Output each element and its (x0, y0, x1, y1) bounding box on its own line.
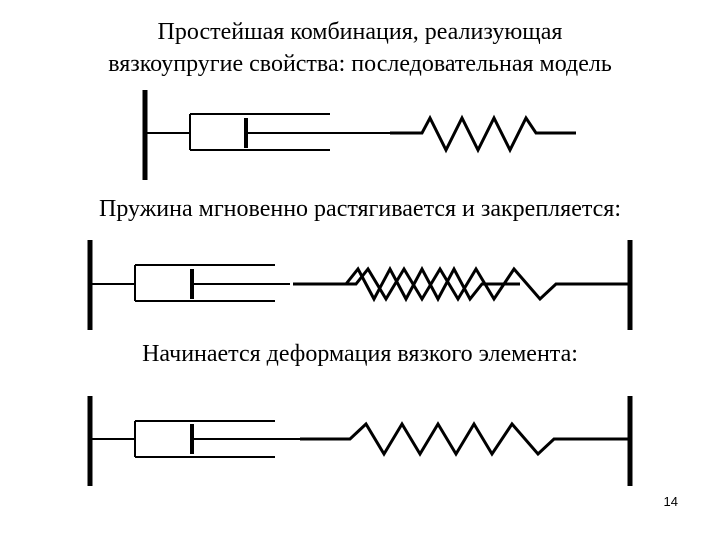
caption-viscous-deform: Начинается деформация вязкого элемента: (142, 341, 578, 367)
dashpot (145, 114, 390, 150)
dashpot (90, 265, 290, 301)
title-line-2: вязкоупругие свойства: последовательная модель (108, 51, 612, 77)
caption-spring-stretch: Пружина мгновенно растягивается и закрепляется: (99, 196, 621, 222)
model-initial-state (145, 90, 576, 180)
spring (390, 118, 576, 150)
spring-stretched (300, 424, 630, 454)
model-spring-stretched (90, 240, 630, 330)
model-dashpot-deforming (90, 396, 630, 486)
page-number: 14 (663, 494, 678, 509)
title-line-1: Простейшая комбинация, реализующая (157, 19, 563, 45)
